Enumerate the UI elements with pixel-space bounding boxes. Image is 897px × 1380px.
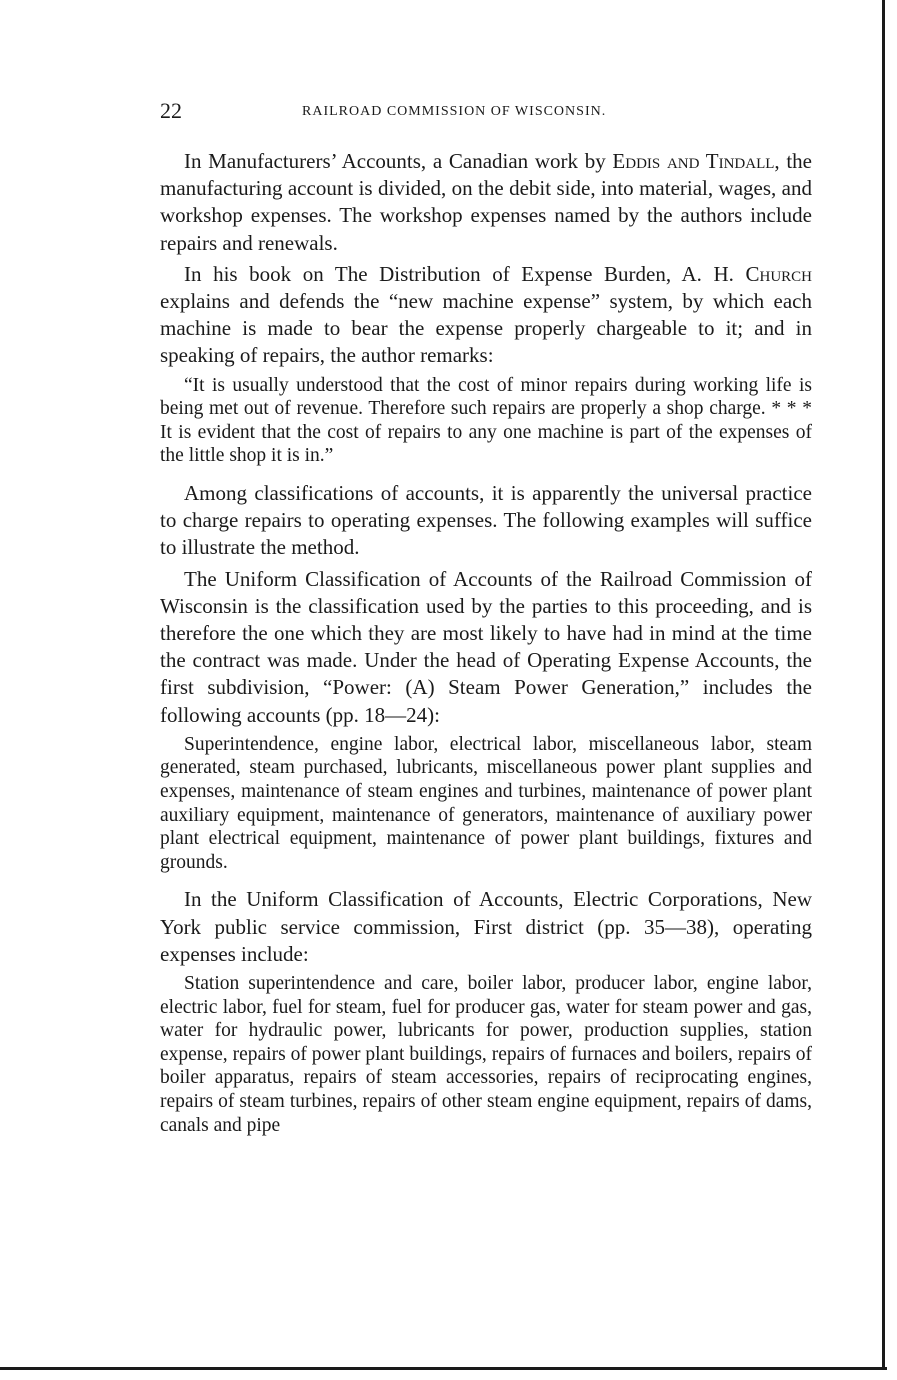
paragraph-classifications: Among classifications of accounts, it is apparently the universal practice to charge repairs to operating expenses. The following examples will suffice to illustrate the method.	[160, 481, 812, 560]
page-header	[160, 98, 812, 128]
page-body	[160, 148, 812, 1137]
paragraph-text: explains and defends the “new machine expense” system, by which each machine is made to bear the expense properly chargeable to it; and in speaking of repairs, the author remarks:	[160, 289, 812, 368]
author-names: Eddis and Tindall	[612, 149, 775, 173]
paragraph-wisconsin-classification: The Uniform Classification of Accounts of the Railroad Commission of Wisconsin is the classification used by the parties to this proceeding, and is therefore the one which they are most likely to have had in mind at the time the contract was made. Under the head of Operating Expense Accounts, the first subdivision, “Power: (A) Steam Power Generation,” includes the following accounts (pp. 18—24):	[160, 566, 812, 727]
page-bottom-edge	[0, 1367, 887, 1370]
paragraph-new-york-classification: In the Uniform Classification of Accounts, Electric Corporations, New York public service commission, First district (pp. 35—38), operating expenses include:	[160, 887, 812, 966]
block-quote-station-list: Station superintendence and care, boiler labor, producer labor, engine labor, electric labor, fuel for steam, fuel for producer gas, water for steam power and gas, water for hydraulic power, lubricants for power, production supplies, station expense, repairs of power plant buildings, repairs of furnaces and boilers, repairs of boiler apparatus, repairs of steam accessories, repairs of reciprocating engines, repairs of steam turbines, repairs of other steam engine equipment, repairs of dams, canals and pipe	[160, 973, 812, 1136]
paragraph-manufacturers-accounts	[160, 148, 812, 257]
paragraph-expense-burden	[160, 261, 812, 370]
author-name: Church	[745, 261, 812, 286]
paragraph-text: In his book on The Distribution of Expense Burden, A. H.	[184, 261, 746, 286]
running-title: RAILROAD COMMISSION OF WISCONSIN.	[302, 104, 607, 119]
block-quote-accounts-list: Superintendence, engine labor, electrical labor, miscellaneous labor, steam generated, steam purchased, lubricants, miscellaneous power plant supplies and expenses, maintenance of steam engines and turbines, maintenance of power plant auxiliary equipment, maintenance of generators, maintenance of auxiliary power plant electrical equipment, maintenance of power plant buildings, fixtures and grounds.	[160, 733, 812, 873]
paragraph-text: , the manufacturing account is divided, on the debit side, into material, wages, and workshop expenses. The workshop expenses named by the authors include repairs and renewals.	[160, 149, 813, 255]
page-number: 22	[160, 98, 182, 123]
block-quote-church: “It is usually understood that the cost of minor repairs during working life is being met out of revenue. Therefore such repairs are properly a shop charge. * * * It is evident that the cost of repairs to any one machine is part of the expenses of the little shop it is in.”	[160, 374, 812, 467]
paragraph-text: In Manufacturers’ Accounts, a Canadian work by	[184, 149, 613, 173]
page-right-edge	[882, 0, 885, 1368]
